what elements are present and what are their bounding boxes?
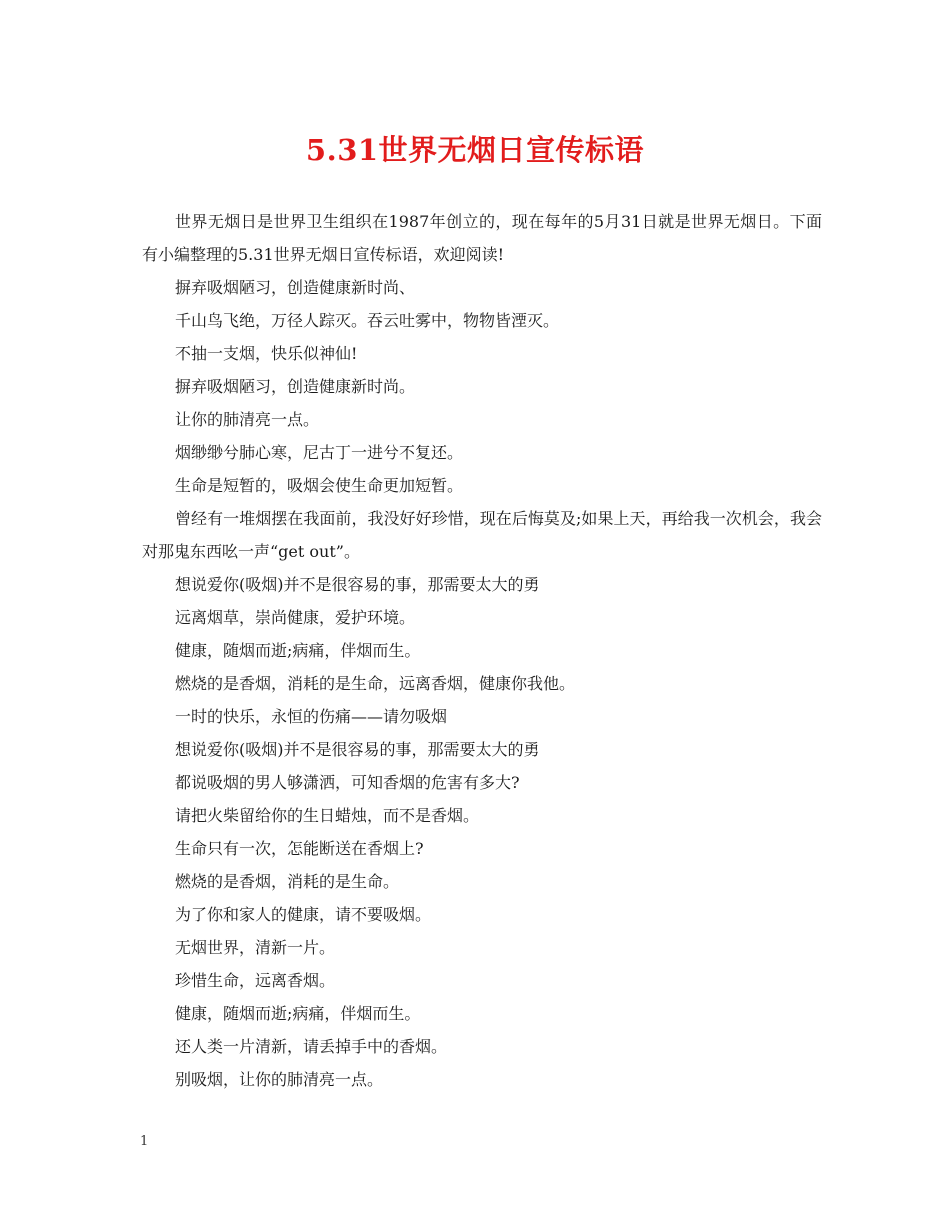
slogan-line: 为了你和家人的健康，请不要吸烟。 xyxy=(175,905,432,924)
document-body xyxy=(142,205,822,1096)
slogan-line: 想说爱你(吸烟)并不是很容易的事，那需要太大的勇 xyxy=(175,740,540,759)
slogan-line: 生命是短暂的，吸烟会使生命更加短暂。 xyxy=(175,476,464,495)
slogan-line: 一时的快乐，永恒的伤痛——请勿吸烟 xyxy=(175,707,448,726)
slogan-line: 请把火柴留给你的生日蜡烛，而不是香烟。 xyxy=(175,806,480,825)
slogan-line: 远离烟草，崇尚健康，爱护环境。 xyxy=(175,608,416,627)
slogan-line: 珍惜生命，远离香烟。 xyxy=(175,971,336,990)
slogan-line: 别吸烟，让你的肺清亮一点。 xyxy=(175,1070,384,1089)
slogan-line: 不抽一支烟，快乐似神仙! xyxy=(175,344,358,363)
paragraph-intro: 世界无烟日是世界卫生组织在1987年创立的，现在每年的5月31日就是世界无烟日。下面有小编整理的5.31世界无烟日宣传标语，欢迎阅读! xyxy=(142,212,822,264)
slogan-line: 烟缈缈兮肺心寒，尼古丁一进兮不复还。 xyxy=(175,443,464,462)
slogan-line: 健康，随烟而逝;病痛，伴烟而生。 xyxy=(175,1004,421,1023)
slogan-line: 摒弃吸烟陋习，创造健康新时尚。 xyxy=(175,377,416,396)
page-number: 1 xyxy=(140,1134,149,1149)
slogan-line: 让你的肺清亮一点。 xyxy=(175,410,320,429)
slogan-line: 曾经有一堆烟摆在我面前，我没好好珍惜，现在后悔莫及;如果上天，再给我一次机会，我会对那鬼东西吆一声“get out”。 xyxy=(142,509,822,561)
slogan-line: 摒弃吸烟陋习，创造健康新时尚、 xyxy=(175,278,416,297)
slogan-line: 想说爱你(吸烟)并不是很容易的事，那需要太大的勇 xyxy=(175,575,540,594)
slogan-line: 健康，随烟而逝;病痛，伴烟而生。 xyxy=(175,641,421,660)
slogan-line: 还人类一片清新，请丢掉手中的香烟。 xyxy=(175,1037,448,1056)
slogan-line: 千山鸟飞绝，万径人踪灭。吞云吐雾中，物物皆湮灭。 xyxy=(175,311,560,330)
slogan-line: 燃烧的是香烟，消耗的是生命，远离香烟，健康你我他。 xyxy=(175,674,576,693)
page-title: 5.31世界无烟日宣传标语 xyxy=(305,133,645,167)
slogan-line: 无烟世界，清新一片。 xyxy=(175,938,336,957)
slogan-line: 都说吸烟的男人够潇洒，可知香烟的危害有多大? xyxy=(175,773,520,792)
slogan-line: 生命只有一次，怎能断送在香烟上? xyxy=(175,839,424,858)
slogan-line: 燃烧的是香烟，消耗的是生命。 xyxy=(175,872,400,891)
